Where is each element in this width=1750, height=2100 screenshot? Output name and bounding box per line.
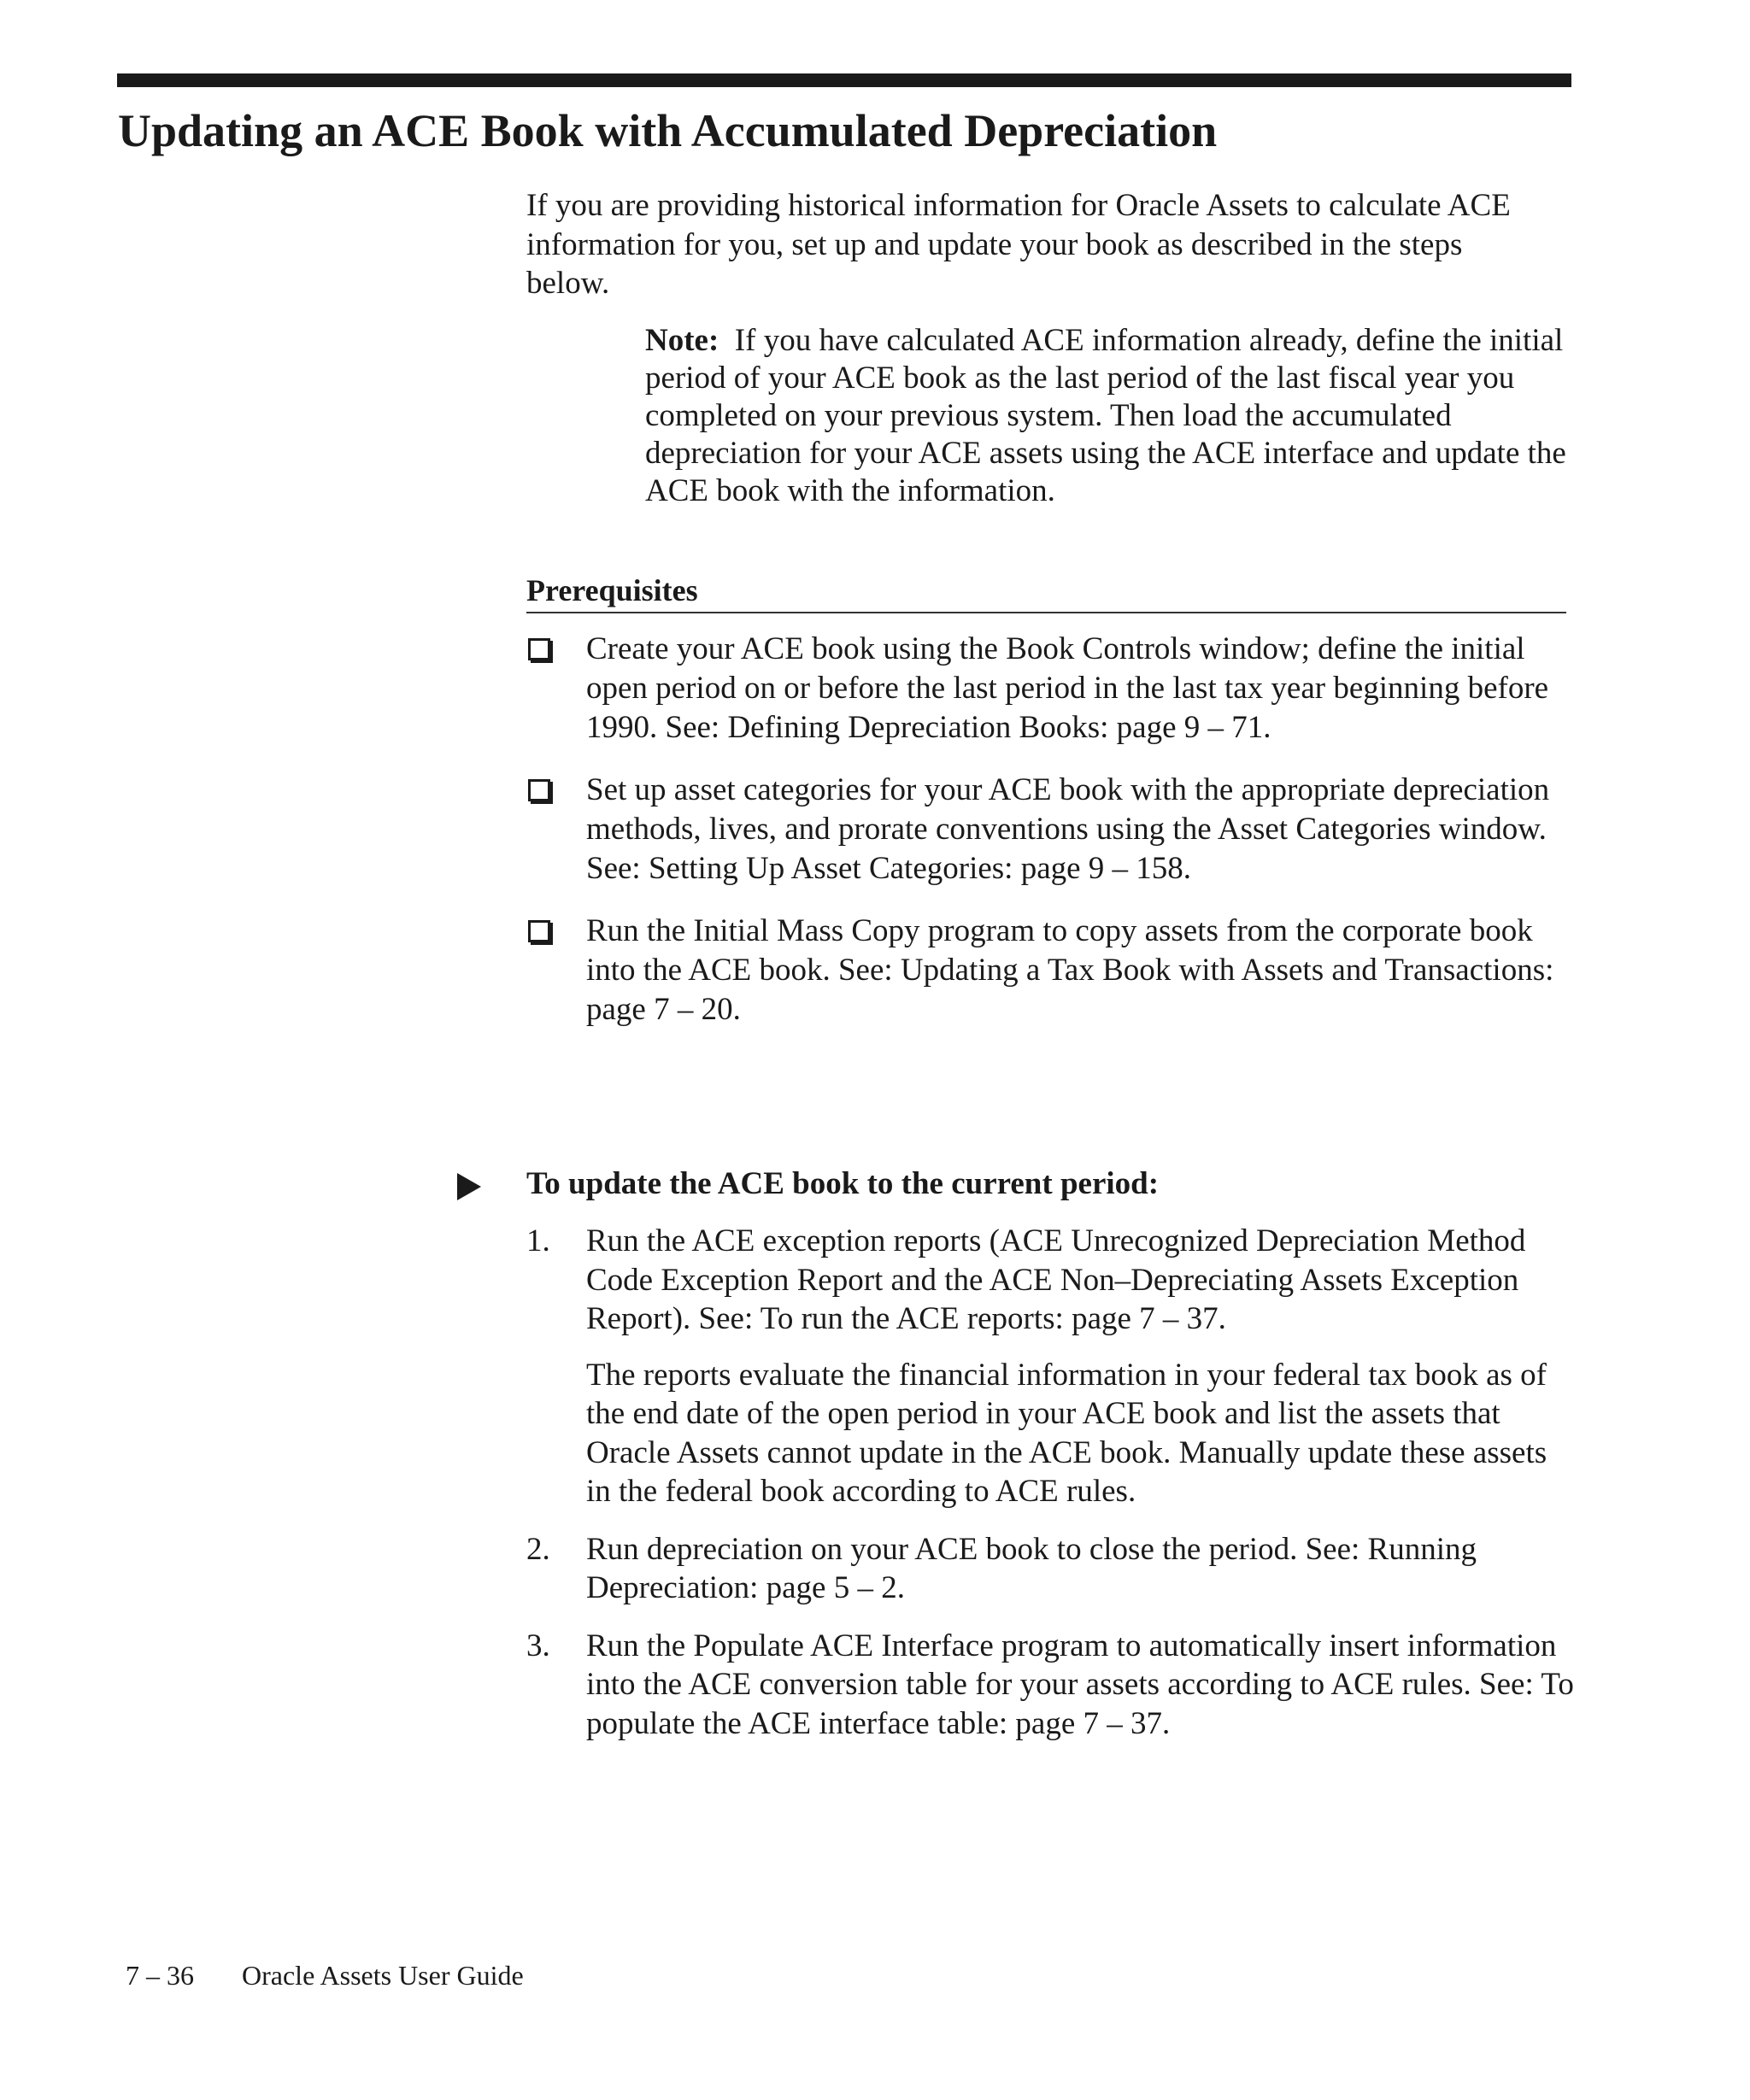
top-rule <box>117 73 1571 87</box>
note-text: If you have calculated ACE information already, define the initial period of your ACE book as the last period of the last fiscal year you completed on your previous system. Then load the accumulated depreciation for your ACE assets using the ACE interface and update the ACE book with the information. <box>645 323 1566 508</box>
page-title: Updating an ACE Book with Accumulated Depreciation <box>118 105 1218 156</box>
procedure-steps <box>526 1222 1577 1743</box>
step-number: 1. <box>526 1223 550 1258</box>
prerequisite-text: Create your ACE book using the Book Controls window; define the initial open period on or before the last period in the last tax year beginning before 1990. See: Defining Depreciation Books: page 9 – 71. <box>586 631 1549 745</box>
footer-book-title: Oracle Assets User Guide <box>242 1960 524 1991</box>
procedure-step <box>526 1530 1577 1608</box>
prerequisites-heading: Prerequisites <box>526 571 1566 613</box>
checkbox-icon <box>528 638 550 660</box>
step-text: Run the Populate ACE Interface program to automatically insert information into the ACE conversion table for your assets according to ACE rules. See: To populate the ACE interface table: page 7 – 37. <box>586 1628 1574 1741</box>
prerequisite-text: Run the Initial Mass Copy program to copy assets from the corporate book into the ACE book. See: Updating a Tax Book with Assets and Transactions: page 7 – 20. <box>586 913 1554 1027</box>
procedure-heading: To update the ACE book to the current period: <box>526 1166 1160 1201</box>
step-detail: The reports evaluate the financial information in your federal tax book as of the end date of the open period in your ACE book and list the assets that Oracle Assets cannot update in the ACE book. Manually update these assets in the federal book according to ACE rules. <box>586 1357 1547 1509</box>
checkbox-icon <box>528 920 550 942</box>
checkbox-icon <box>528 779 550 801</box>
note-label: Note: <box>645 323 719 358</box>
prerequisite-item <box>526 630 1577 748</box>
step-number: 3. <box>526 1628 550 1663</box>
prerequisite-text: Set up asset categories for your ACE book with the appropriate depreciation methods, lives, and prorate conventions using the Asset Categories window. See: Setting Up Asset Categories: page 9 – 158. <box>586 772 1550 886</box>
prerequisite-item <box>526 912 1577 1029</box>
procedure-step <box>526 1222 1577 1511</box>
step-number: 2. <box>526 1531 550 1567</box>
note-block <box>645 322 1577 510</box>
procedure-arrow-icon <box>457 1173 481 1200</box>
footer-page-number: 7 – 36 <box>126 1960 194 1991</box>
prerequisites-list <box>526 630 1577 1029</box>
step-text: Run the ACE exception reports (ACE Unrecognized Depreciation Method Code Exception Report and the ACE Non–Depreciating Assets Exception Report). See: To run the ACE reports: page 7 – 37. <box>586 1223 1526 1336</box>
intro-paragraph: If you are providing historical information for Oracle Assets to calculate ACE information for you, set up and update your book as described in the steps below. <box>526 188 1511 301</box>
step-text: Run depreciation on your ACE book to close the period. See: Running Depreciation: page 5 – 2. <box>586 1531 1477 1605</box>
prerequisite-item <box>526 771 1577 889</box>
procedure-step <box>526 1627 1577 1744</box>
